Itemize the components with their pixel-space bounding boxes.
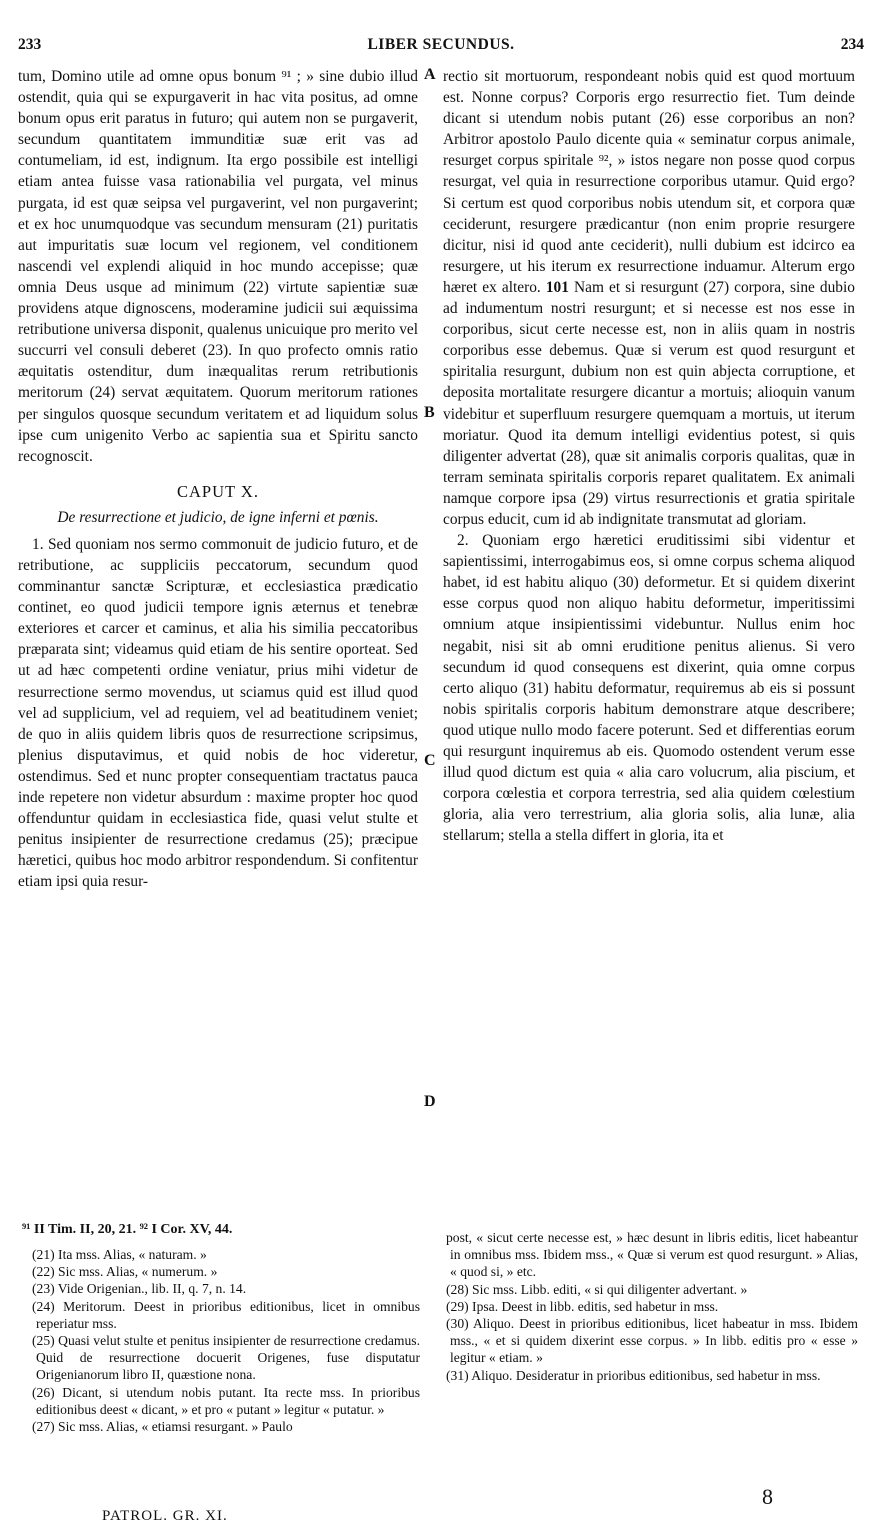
signature-mark: 8 bbox=[762, 1484, 773, 1509]
margin-letter-a: A bbox=[424, 66, 436, 83]
footnote: (30) Aliquo. Deest in prioribus editionibus, licet habeatur in mss. Ibidem mss., « et si quidem dixerint esse corpus. » In libb. editis pro « esse » legitur « etiam. » bbox=[446, 1316, 858, 1366]
right-paragraph-1b: Nam et si resurgunt (27) corpora, sine dubio ad indumentum nostri resurgunt; et si necesse est nos esse in corporibus, sicut certe necesse est, non in aliis quam in nostris corporibus esse debemus. Quæ si verum est quod resurgunt et spiritalia resurgunt, dubium non est quin abjecta corruptione, et deposita mortalitate resurgere dicantur a mortuis; alioquin vanum videbitur et superfluum resurgere quemquam a mortuis, ut iterum moriatur. Quod ita demum intelligi evidentius potest, si quis diligenter advertat (28), quæ sit animalis corporis qualitas, quæ in terram seminata spiritalis corporis reparet qualitatem. Ex animali namque corpore ipsa (29) virtus resurrectionis et gratia spiritale corpus educit, cum id ab indignitate transmutat ad gloriam. bbox=[443, 278, 855, 528]
footnote: (27) Sic mss. Alias, « etiamsi resurgant. » Paulo bbox=[32, 1419, 293, 1435]
right-paragraph-1a: rectio sit mortuorum, respondeant nobis quid est quod mortuum est. Nonne corpus? Corporis ergo resurrectio fiet. Tum deinde dicant si utendum nobis putant (26) esse corporibus an non? Arbitror apostolo Paulo dicente quia « seminatur corpus animale, resurget corpus spiritale ⁹², » istos negare non posse quod corpus resurgat, vel quia in resurrectione corporibus utamur. Quid ergo? Si certum est quod corporibus nobis utendum sit, et corpora quæ ceciderunt, resurgere prædicantur (non enim proprie resurgere dicitur, nisi id quod ante ceciderit), nulli dubium est idcirco ea resurgere, ut his iterum ex resurrectione induamur. Alterum ergo hæret ex altero. bbox=[443, 68, 855, 296]
scripture-references: ⁹¹ II Tim. II, 20, 21. ⁹² I Cor. XV, 44. bbox=[22, 1222, 233, 1237]
footer-series: PATROL. GR. XI. bbox=[102, 1508, 228, 1524]
footnote: (28) Sic mss. Libb. editi, « si qui diligenter advertant. » bbox=[446, 1281, 748, 1297]
edition-page-marker: 101 bbox=[545, 278, 569, 296]
left-column bbox=[18, 66, 418, 892]
margin-letter-c: C bbox=[424, 752, 436, 769]
page-number-left: 233 bbox=[18, 36, 42, 53]
chapter-subtitle: De resurrectione et judicio, de igne inferni et pœnis. bbox=[57, 508, 379, 526]
right-paragraph-1 bbox=[443, 66, 855, 530]
footnote: (22) Sic mss. Alias, « numerum. » bbox=[32, 1264, 218, 1280]
footnote: (31) Aliquo. Desideratur in prioribus editionibus, sed habetur in mss. bbox=[446, 1367, 821, 1383]
footnote: post, « sicut certe necesse est, » hæc desunt in libris editis, licet habeantur in omnibus mss. Ibidem mss., « Quæ si verum est quod resurgunt. » Alias, « quod si, » etc. bbox=[446, 1230, 858, 1280]
footnote: (24) Meritorum. Deest in prioribus editionibus, licet in omnibus reperiatur mss. bbox=[32, 1298, 420, 1331]
running-header bbox=[18, 36, 864, 56]
footnote: (26) Dicant, si utendum nobis putant. Ita recte mss. In prioribus editionibus deest « dicant, » et pro « putant » legitur « putatur. » bbox=[32, 1384, 420, 1417]
footnote: (23) Vide Origenian., lib. II, q. 7, n. 14. bbox=[32, 1281, 247, 1297]
left-paragraph-2: 1. Sed quoniam nos sermo commonuit de judicio futuro, et de retributione, ac suppliciis peccatorum, secundum quod comminantur sanctæ Scripturæ, et ecclesiastica prædicatio continet, eo quod judicii tempore ignis æternus et tenebræ exteriores et carcer et caminus, et alia his similia peccatoribus præparata sint; videamus quid etiam de his sentire oporteat. Sed ut ad hæc competenti ordine veniatur, prius mihi videtur de resurrectione sermo movendus, ut sciamus quid est illud quod vel ad supplicium, vel ad requiem, vel ad beatitudinem veniet; de quo in aliis quidem libris quos de resurrectione scripsimus, plenius disputavimus, et quid nobis de hoc videretur, ostendimus. Sed et nunc propter consequentiam tractatus pauca inde repetere non videtur absurdum : maxime propter hoc quod offenduntur quidam in ecclesiastica fide, quasi velut stulte et penitus insipienter de resurrectione credamus (25); præcipue hæretici, quibus hoc modo arbitror respondendum. Si confitentur etiam ipsi quia resur- bbox=[18, 535, 418, 891]
footnote: (29) Ipsa. Deest in libb. editis, sed habetur in mss. bbox=[446, 1298, 719, 1314]
right-paragraph-2: 2. Quoniam ergo hæretici eruditissimi sibi videntur et sapientissimi, interrogabimus eos, si omne corpus schema aliquod habet, id est habitu aliquo (30) deformetur. Et si quidem dixerint esse corpus quod non aliquo habitu deformetur, imperitissimi omnium atque insipientissimi videbuntur. Nullus enim hoc negabit, nisi sit ab omni eruditione penitus alienus. Si vero secundum id quod consequens est dixerint, quia omne corpus certo aliquo (31) habitu deformatur, requiremus ab eis si possunt nobis spiritalis corporis habitum demonstrare atque describere; quod utique nullo modo facere poterunt. Sed et differentias eorum qui resurgunt inquiremus ab eis. Quomodo ostendent verum esse illud quod dictum est quia « alia caro volucrum, alia piscium, et corpora cœlestia et corpora terrestria, sed alia quidem cœlestium gloria, alia vero terrestrium, alia gloria solis, alia lunæ, alia stellarum; stella a stella differt in gloria, ita et bbox=[443, 532, 855, 845]
footnotes-left bbox=[32, 1246, 420, 1435]
page-number-right: 234 bbox=[840, 36, 864, 53]
margin-letter-b: B bbox=[424, 404, 435, 421]
right-column bbox=[443, 66, 855, 846]
margin-letter-d: D bbox=[424, 1093, 436, 1110]
running-title: LIBER SECUNDUS. bbox=[367, 36, 515, 53]
footnote: (21) Ita mss. Alias, « naturam. » bbox=[32, 1247, 207, 1262]
footnote: (25) Quasi velut stulte et penitus insipienter de resurrectione credamus. Quid de resurrectione docuerit Origenes, fuse disputatur Origenianorum libro II, quæstione nona. bbox=[32, 1333, 420, 1383]
left-paragraph-1: tum, Domino utile ad omne opus bonum ⁹¹ ; » sine dubio illud ostendit, quia qui se expurgaverit in hac vita positus, ad omne bonum opus erit paratus in futuro; qui autem non se purgaverit, secundum quantitatem immunditiæ suæ erit vas ad contumeliam, id est, indignum. Ita ergo possibile est intelligi etiam antea fuisse vasa rationabilia vel purgata, vel minus purgata, id est quæ seipsa vel purgaverint, vel non purgaverint; et ex hoc unumquodque vas secundum mensuram (21) puritatis aut impuritatis suæ locum vel regionem, vel conditionem nascendi vel explendi aliquid in hoc mundo accepisse; quæ omnia Deus usque ad minimum (22) virtute sapientiæ suæ providens atque dignoscens, moderamine judicii sui æquissima retributione universa disponit, qualenus unicuique pro merito vel succurri vel consuli deberet (23). In quo profecto omnis ratio æquitatis ostenditur, dum inæqualitas rerum retributionis meritorum (24) servat æquitatem. Quorum meritorum rationes per singulos quosque secundum veritatem et ad liquidum solus ipse cum unigenito Verbo ac sapientia sua et Spiritu sancto recognoscit. bbox=[18, 68, 418, 465]
footnotes-right bbox=[446, 1229, 858, 1384]
chapter-title: CAPUT X. bbox=[177, 481, 259, 501]
